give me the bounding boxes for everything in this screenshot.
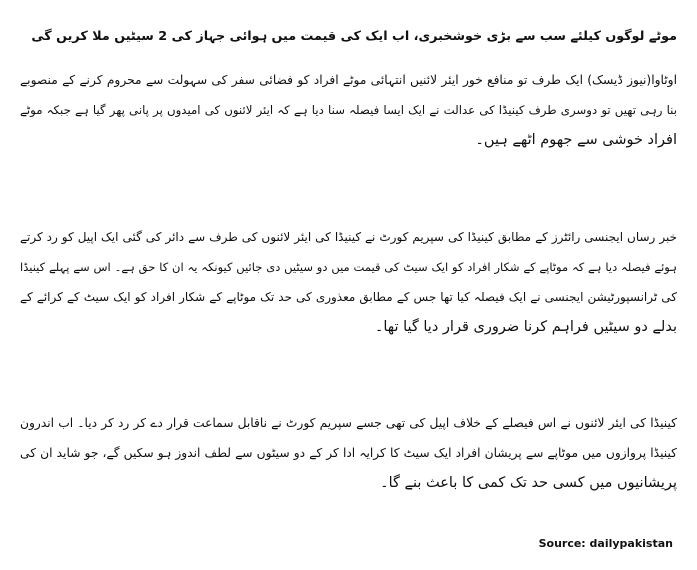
paragraph-line: ہوئے فیصلہ دیا ہے کہ موٹاپے کے شکار افراد کو ایک سیٹ کی قیمت میں دو سیٹیں دی جائیں کیونکہ یہ ان کا حق ہے۔ اس سے پہلے کینیڈا <box>20 260 677 274</box>
article-paragraph-2 <box>20 222 677 342</box>
source-credit: Source: dailypakistan <box>538 537 673 550</box>
paragraph-line: افراد خوشی سے جھوم اٹھے ہیں۔ <box>475 132 677 148</box>
paragraph-line: کی ٹرانسپورٹیشن ایجنسی نے ایک فیصلہ کیا تھا جس کے مطابق معذوری کی حد تک موٹاپے کے شکار افراد کو ایک سیٹ کے کرائے کے <box>20 290 677 304</box>
paragraph-line: کینیڈا پروازوں میں موٹاپے سے پریشان افراد ایک سیٹ کا کرایہ ادا کر کے دو سیٹوں سے لطف اندوز ہو سکیں گے، جو شاید ان کی <box>20 446 677 460</box>
paragraph-line: پریشانیوں میں کسی حد تک کمی کا باعث بنے گا۔ <box>380 475 677 491</box>
article-paragraph-3 <box>20 408 677 498</box>
article-headline: موٹے لوگوں کیلئے سب سے بڑی خوشخبری، اب ایک کی قیمت میں ہوائی جہاز کی 2 سیٹیں ملا کریں گی <box>31 29 677 44</box>
paragraph-line: اوٹاوا(نیوز ڈیسک) ایک طرف تو منافع خور ایئر لائنیں انتہائی موٹے افراد کو فضائی سفر کی سہولت سے محروم کرنے کے منصوبے <box>20 73 677 87</box>
paragraph-line: کینیڈا کی ایئر لائنوں نے اس فیصلے کے خلاف اپیل کی تھی جسے سپریم کورٹ نے ناقابل سماعت قرار دے کر رد کر دیا۔ اب اندرون <box>20 416 677 430</box>
article-paragraph-1 <box>20 65 677 155</box>
paragraph-line: بدلے دو سیٹیں فراہم کرنا ضروری قرار دیا گیا تھا۔ <box>374 319 677 335</box>
paragraph-line: خبر رساں ایجنسی رائٹرز کے مطابق کینیڈا کی سپریم کورٹ نے کینیڈا کی ایئر لائنوں کی طرف سے دائر کی گئی ایک اپیل کو رد کرتے <box>20 230 677 244</box>
paragraph-line: بنا رہی تھیں تو دوسری طرف کینیڈا کی عدالت نے ایک ایسا فیصلہ سنا دیا ہے کہ ایئر لائنوں کی امیدوں پر پانی پھر گیا ہے جبکہ موٹے <box>20 103 677 117</box>
